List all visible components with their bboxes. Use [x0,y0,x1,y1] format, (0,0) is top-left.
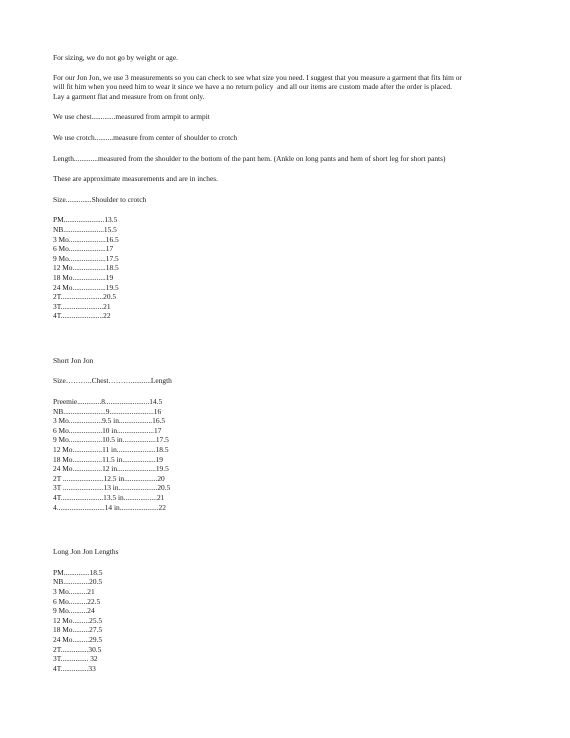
table-row: Preemie.............8........................14.5 [53,397,163,407]
table-row: 4T.......................13.5 in..................21 [53,493,165,502]
length-definition: Length.............measured from the shoulder to the bottom of the pant hem. (Ankle on long pants and hem of short leg for short pants) [53,153,446,163]
crotch-table-header: Size..............Shoulder to crotch [53,194,147,204]
long-jonjon-title: Long Jon Jon Lengths [53,547,119,557]
table-row: 12 Mo................11 in.....................18.5 [53,445,169,455]
table-row: 4T...............33 [53,663,96,673]
document-content [53,53,523,673]
short-jonjon-title: Short Jon Jon [53,355,94,365]
table-row: 9 Mo..................10.5 in..................17.5 [53,435,169,445]
short-jonjon-header: Size………..Chest………...........Length [53,376,172,386]
table-row: NB..............20.5 [53,577,103,587]
sizing-note: For sizing, we do not go by weight or age. [53,53,179,62]
table-row: 2T.......................20.5 [53,292,117,302]
table-row: 24 Mo................12 in.....................19.5 [53,464,169,474]
table-row: 6 Mo..........22.5 [53,596,101,606]
crotch-definition: We use crotch..........measure from center of shoulder to crotch [53,132,238,142]
table-row: 6 Mo....................17 [53,244,114,254]
table-row: NB......................15.5 [53,224,117,234]
table-row: 18 Mo..................19 [53,272,114,282]
table-row: 3 Mo..........21 [53,586,95,596]
instructions-line: For our Jon Jon, we use 3 measurements so you can check to see what size you need. I suggest that you measure a garment that fits him or [53,72,462,82]
approximate-note: These are approximate measurements and are in inches. [53,174,218,184]
crotch-table [53,215,523,321]
chest-definition: We use chest.............measured from armpit to armpit [53,112,210,122]
table-row: 2T...............30.5 [53,644,102,654]
table-row: NB.......................9........................16 [53,406,162,416]
instructions-line: will fit him when you need him to wear it since we have a no return policy and all our items are custom made after the order is placed. [53,82,452,92]
table-row: 18 Mo.........27.5 [53,625,103,635]
short-jonjon-table [53,397,523,512]
table-row: 9 Mo....................17.5 [53,253,119,263]
table-row: 3 Mo....................16.5 [53,234,119,244]
table-row: 12 Mo.........25.5 [53,615,103,625]
table-row: 6 Mo..................10 in....................17 [53,425,162,435]
table-row: 2T ......................12.5 in..................20 [53,473,165,483]
instructions-line: Lay a garment flat and measure from on front only. [53,91,205,101]
table-row: 3T............... 32 [53,654,98,664]
table-row: 4T.......................22 [53,311,111,321]
table-row: 24 Mo.........29.5 [53,634,103,644]
table-row: 9 Mo..........24 [53,606,95,616]
table-row: 24 Mo..................19.5 [53,282,119,292]
table-row: 18 Mo................11.5 in..................19 [53,454,163,464]
table-row: 12 Mo..................18.5 [53,263,119,273]
table-row: 3T.......................21 [53,301,111,311]
table-row: 3 Mo..................9.5 in..................16.5 [53,416,166,426]
long-jonjon-table [53,568,523,674]
table-row: 3T ......................13 in.....................20.5 [53,483,171,493]
table-row: 4..........................14 in.....................22 [53,502,166,512]
table-row: PM..............18.5 [53,567,103,577]
measurement-instructions [53,73,523,102]
table-row: PM......................13.5 [53,215,118,225]
